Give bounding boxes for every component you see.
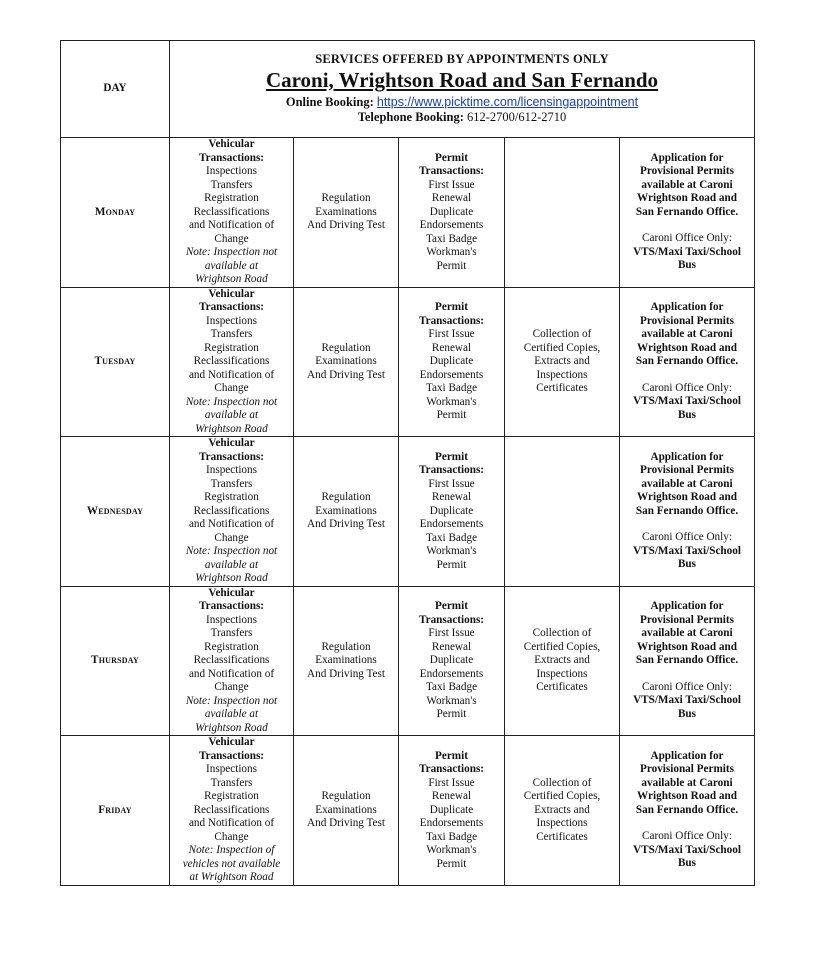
provisional-permits-cell [620,586,755,736]
regulation-line: And Driving Test [307,667,385,680]
provisional-line: Provisional Permits [640,464,734,477]
collection-line: Certified Copies, [523,341,601,354]
permit-item: Duplicate [429,205,474,218]
caroni-office-only-label: Caroni Office Only: [642,680,732,693]
regulation-line: Examinations [315,504,377,517]
caroni-service-line: VTS/Maxi Taxi/School [633,694,741,707]
caroni-office-only-label: Caroni Office Only: [642,232,732,245]
vehicular-line: Transactions: [198,600,265,612]
collection-line: Extracts and [534,803,590,816]
day-row-wednesday [61,437,755,587]
vehicular-line: Transactions: [198,749,265,762]
vehicular-transactions-cell [170,287,294,437]
vehicular-line: and Notification of [188,667,275,680]
vehicular-line: Change [214,232,249,245]
regulation-line: Regulation [321,491,371,503]
provisional-line: available at Caroni [641,477,733,490]
caroni-office-only-label: Caroni Office Only: [642,531,732,544]
permit-title-line: Transactions: [418,314,485,327]
provisional-line: Provisional Permits [640,763,734,776]
regulation-line: And Driving Test [307,368,385,381]
spacer [622,518,752,531]
vehicular-line: and Notification of [188,817,275,829]
collection-line: Certificates [536,681,588,693]
permit-item: Endorsements [419,817,484,829]
vehicular-line: Transfers [210,328,253,340]
collection-line: Collection of [532,627,592,639]
provisional-line: San Fernando Office. [635,355,739,368]
spacer [622,369,752,382]
permit-item: First Issue [428,328,475,340]
regulation-line: Regulation [321,192,371,204]
permit-item: Permit [436,857,467,870]
day-name: Tuesday [61,287,170,437]
permit-title-line: Permit [435,450,468,463]
telephone-booking-label: Telephone Booking: [357,109,464,124]
online-booking-label: Online Booking: [285,94,374,109]
vehicular-line: Vehicular [208,586,255,599]
permit-item: Renewal [431,491,472,503]
provisional-line: San Fernando Office. [635,803,739,816]
collection-cell [505,586,620,736]
vehicular-note-line: at Wrightson Road [189,871,274,883]
provisional-line: Application for [650,301,724,314]
vehicular-note-line: Note: Inspection not [185,545,278,557]
regulation-line: And Driving Test [307,518,385,530]
online-booking [172,95,752,110]
day-name: Friday [61,736,170,886]
vehicular-line: Inspections [206,763,257,775]
permit-item: Renewal [431,341,472,354]
header-info-cell [170,41,755,138]
provisional-line: Provisional Permits [640,314,734,327]
spacer [622,817,752,830]
vehicular-line: Change [214,382,249,394]
caroni-service-line: VTS/Maxi Taxi/School [633,544,741,557]
vehicular-note-line: vehicles not available [182,857,281,870]
vehicular-note-line: Wrightson Road [195,422,268,435]
provisional-permits-cell [620,437,755,587]
regulation-line: Examinations [315,803,377,816]
vehicular-note-line: Wrightson Road [195,721,268,734]
provisional-permits-cell [620,287,755,437]
provisional-line: San Fernando Office. [635,205,739,218]
permit-item: Duplicate [429,355,474,367]
regulation-line: Examinations [315,205,377,218]
day-column-header: DAY [61,41,170,138]
provisional-line: available at Caroni [641,178,733,191]
collection-cell [505,437,620,587]
spacer [622,668,752,681]
permit-item: Taxi Badge [425,531,478,544]
permit-item: First Issue [428,178,475,191]
vehicular-line: Transfers [210,178,253,191]
provisional-permits-cell [620,138,755,288]
caroni-service-line: Bus [677,408,697,421]
locations-title: Caroni, Wrightson Road and San Fernando [265,67,659,92]
permit-item: Workman's [426,545,477,557]
vehicular-line: and Notification of [188,368,275,381]
provisional-line: available at Caroni [641,776,733,789]
vehicular-line: Inspections [206,314,257,327]
regulation-line: And Driving Test [307,817,385,829]
vehicular-note-line: Note: Inspection of [188,844,275,856]
caroni-office-only-label: Caroni Office Only: [642,830,732,843]
vehicular-line: Change [214,830,249,843]
vehicular-line: Vehicular [208,287,255,300]
day-name: Monday [61,138,170,288]
vehicular-note-line: Wrightson Road [195,273,268,285]
collection-line: Inspections [536,368,588,381]
regulation-line: Examinations [315,355,377,367]
permit-item: Renewal [431,192,472,204]
collection-line: Certificates [536,382,588,394]
permit-item: Permit [436,558,467,571]
vehicular-line: Change [214,681,249,693]
collection-cell [505,138,620,288]
vehicular-line: Reclassifications [193,355,270,367]
permit-item: Workman's [426,246,477,258]
permit-item: First Issue [428,627,475,639]
vehicular-line: Transfers [210,776,253,789]
provisional-line: San Fernando Office. [635,654,739,667]
vehicular-line: Reclassifications [193,205,270,218]
permit-item: Duplicate [429,504,474,517]
permit-transactions-cell [399,437,505,587]
vehicular-line: Inspections [206,613,257,626]
vehicular-note-line: Note: Inspection not [185,694,278,707]
schedule-body [61,41,755,886]
vehicular-transactions-cell [170,586,294,736]
schedule-table [60,40,755,886]
vehicular-line: Reclassifications [193,803,270,816]
provisional-line: Wrightson Road and [637,640,737,653]
vehicular-line: Transactions: [198,151,265,164]
day-name: Thursday [61,586,170,736]
services-title: SERVICES OFFERED BY APPOINTMENTS ONLY [315,52,609,67]
permit-title-line: Permit [435,301,468,313]
vehicular-transactions-cell [170,736,294,886]
regulation-line: Regulation [321,790,371,802]
provisional-line: available at Caroni [641,328,733,341]
collection-line: Certified Copies, [523,640,601,653]
vehicular-line: Transfers [210,477,253,490]
permit-title-line: Permit [435,749,468,762]
vehicular-transactions-cell [170,437,294,587]
caroni-service-line: Bus [677,707,697,720]
collection-cell [505,736,620,886]
caroni-service-line: VTS/Maxi Taxi/School [633,395,741,408]
provisional-line: Application for [650,600,724,613]
permit-item: Duplicate [429,654,474,666]
day-name: Wednesday [61,437,170,587]
spacer [622,219,752,232]
provisional-permits-cell [620,736,755,886]
permit-item: Endorsements [419,219,484,231]
permit-title-line: Transactions: [418,464,485,476]
provisional-line: Wrightson Road and [637,491,737,504]
provisional-line: Application for [650,450,724,463]
permit-item: Endorsements [419,518,484,530]
day-row-friday [61,736,755,886]
provisional-line: Provisional Permits [640,165,734,178]
caroni-service-line: VTS/Maxi Taxi/School [633,843,741,856]
regulation-examinations-cell [294,138,399,288]
collection-line: Certificates [536,830,588,843]
caroni-service-line: Bus [677,259,697,272]
permit-title-line: Permit [435,600,468,612]
permit-item: Workman's [426,395,477,408]
permit-title-line: Transactions: [418,763,485,775]
day-row-tuesday [61,287,755,437]
permit-item: Workman's [426,694,477,707]
provisional-line: available at Caroni [641,627,733,640]
collection-line: Extracts and [534,355,590,367]
regulation-line: Examinations [315,654,377,666]
regulation-examinations-cell [294,736,399,886]
permit-transactions-cell [399,586,505,736]
caroni-service-line: Bus [677,857,697,870]
permit-item: Permit [436,708,467,720]
permit-item: First Issue [428,776,475,789]
permit-title-line: Transactions: [418,613,485,626]
provisional-line: Wrightson Road and [637,790,737,803]
permit-transactions-cell [399,138,505,288]
provisional-line: Wrightson Road and [637,341,737,354]
permit-item: Taxi Badge [425,382,478,394]
permit-transactions-cell [399,736,505,886]
permit-item: Permit [436,259,467,272]
vehicular-line: Registration [204,640,259,653]
vehicular-note-line: Wrightson Road [195,572,268,584]
day-row-monday [61,138,755,288]
vehicular-note-line: Note: Inspection not [185,395,278,408]
permit-item: Renewal [431,640,472,653]
vehicular-line: and Notification of [188,219,275,231]
collection-line: Extracts and [534,654,590,666]
vehicular-note-line: available at [204,558,259,571]
collection-line: Inspections [536,667,588,680]
vehicular-line: Registration [204,192,259,204]
provisional-line: San Fernando Office. [635,504,739,517]
permit-item: Renewal [431,790,472,802]
online-booking-link[interactable]: https://www.picktime.com/licensingappointment [376,94,639,109]
provisional-line: Application for [650,749,724,762]
vehicular-line: Registration [204,341,259,354]
vehicular-line: and Notification of [188,518,275,530]
regulation-examinations-cell [294,437,399,587]
vehicular-line: Vehicular [208,437,255,449]
vehicular-note-line: Note: Inspection not [185,246,278,258]
vehicular-line: Registration [204,491,259,503]
regulation-examinations-cell [294,287,399,437]
regulation-examinations-cell [294,586,399,736]
vehicular-line: Transfers [210,627,253,639]
provisional-line: Wrightson Road and [637,192,737,205]
vehicular-note-line: available at [204,409,259,421]
collection-line: Certified Copies, [523,790,601,802]
permit-item: Duplicate [429,803,474,816]
caroni-service-line: Bus [677,558,697,571]
vehicular-line: Vehicular [208,138,255,150]
vehicular-note-line: available at [204,259,259,272]
provisional-line: Application for [650,151,724,164]
permit-title-line: Permit [435,151,468,164]
caroni-office-only-label: Caroni Office Only: [642,381,732,394]
permit-item: Taxi Badge [425,830,478,843]
regulation-line: Regulation [321,640,371,653]
vehicular-line: Vehicular [208,736,255,748]
regulation-line: Regulation [321,341,371,354]
telephone-booking [172,110,752,125]
vehicular-line: Reclassifications [193,504,270,517]
vehicular-line: Inspections [206,165,257,177]
caroni-service-line: VTS/Maxi Taxi/School [633,245,741,258]
permit-item: Taxi Badge [425,681,478,693]
collection-line: Collection of [532,328,592,340]
permit-transactions-cell [399,287,505,437]
permit-item: Taxi Badge [425,232,478,245]
provisional-line: Provisional Permits [640,613,734,626]
vehicular-line: Registration [204,790,259,802]
permit-item: Endorsements [419,368,484,381]
collection-cell [505,287,620,437]
collection-line: Inspections [536,817,588,829]
day-row-thursday [61,586,755,736]
permit-title-line: Transactions: [418,165,485,177]
vehicular-line: Inspections [206,464,257,476]
permit-item: Endorsements [419,667,484,680]
permit-item: First Issue [428,477,475,490]
vehicular-note-line: available at [204,708,259,720]
collection-line: Collection of [532,776,592,789]
permit-item: Workman's [426,844,477,856]
vehicular-transactions-cell [170,138,294,288]
regulation-line: And Driving Test [307,219,385,231]
telephone-numbers: 612-2700/612-2710 [466,109,567,124]
vehicular-line: Change [214,531,249,544]
permit-item: Permit [436,409,467,421]
vehicular-line: Transactions: [198,450,265,463]
header-row [61,41,755,138]
vehicular-line: Transactions: [198,301,265,313]
vehicular-line: Reclassifications [193,654,270,666]
